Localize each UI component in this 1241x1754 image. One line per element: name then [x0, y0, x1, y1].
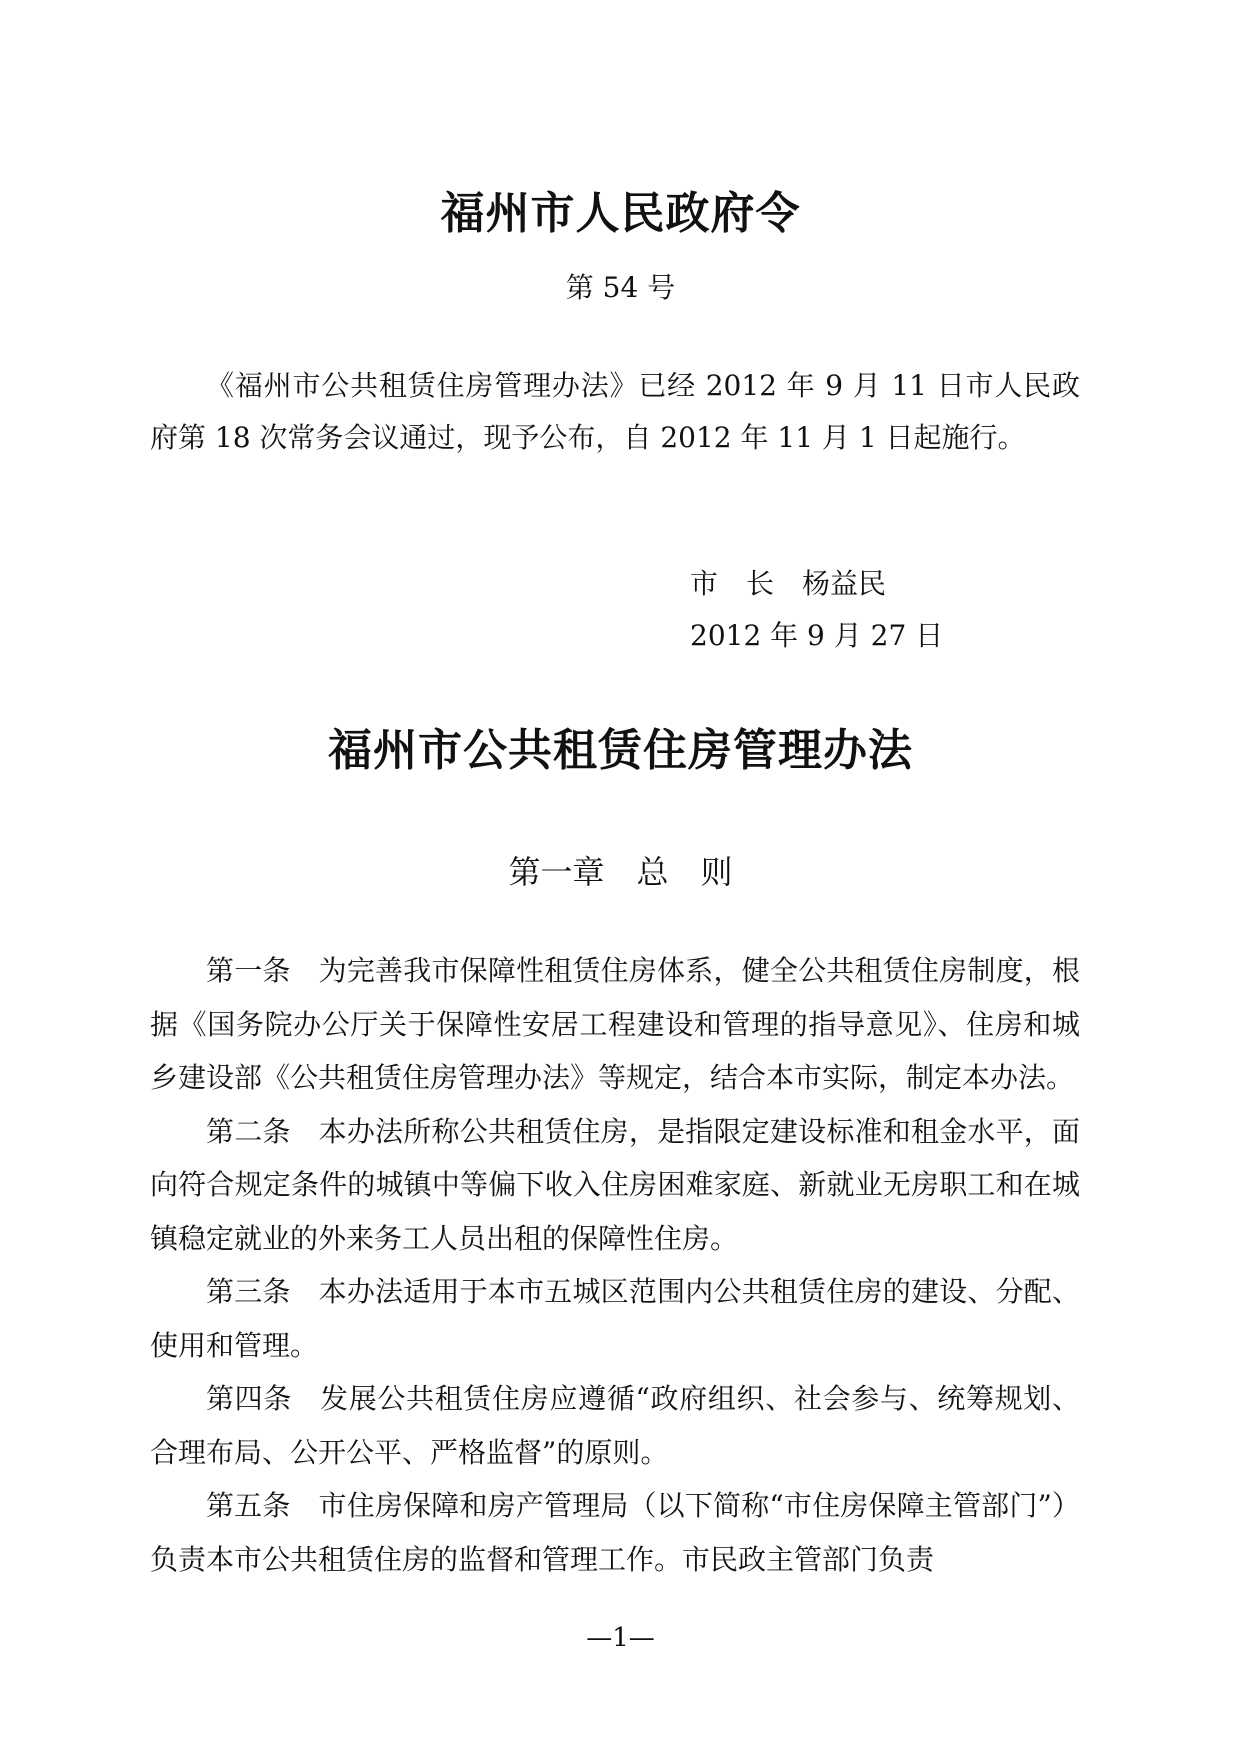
articles-body [150, 944, 1080, 1586]
article-text: 发展公共租赁住房应遵循“政府组织、社会参与、统筹规划、合理布局、公开公平、严格监督”的原则。 [150, 1382, 1080, 1469]
decree-preamble [150, 360, 1080, 464]
article-text: 本办法适用于本市五城区范围内公共租赁住房的建设、分配、使用和管理。 [150, 1275, 1080, 1362]
article-label: 第四条 [206, 1382, 293, 1415]
page-number: —1— [586, 1623, 655, 1653]
chapter-heading: 第一章 总 则 [508, 853, 733, 891]
regulation-title: 福州市公共租赁住房管理办法 [328, 725, 913, 776]
article-paragraph [150, 1372, 1080, 1479]
article-label: 第三条 [206, 1275, 291, 1308]
decree-title: 福州市人民政府令 [440, 188, 801, 239]
article-text: 为完善我市保障性租赁住房体系，健全公共租赁住房制度，根据《国务院办公厅关于保障性安居工程建设和管理的指导意见》、住房和城乡建设部《公共租赁住房管理办法》等规定，结合本市实际，制定本办法。 [150, 954, 1080, 1094]
article-paragraph [150, 1265, 1080, 1372]
signatory-line: 市 长 杨益民 [690, 567, 887, 600]
decree-number: 第 54 号 [565, 271, 676, 304]
article-paragraph [150, 944, 1080, 1105]
article-label: 第二条 [206, 1114, 291, 1148]
article-label: 第五条 [206, 1489, 291, 1522]
article-paragraph [150, 1105, 1080, 1266]
article-paragraph [150, 1479, 1080, 1586]
article-text: 本办法所称公共租赁住房，是指限定建设标准和租金水平，面向符合规定条件的城镇中等偏下收入住房困难家庭、新就业无房职工和在城镇稳定就业的外来务工人员出租的保障性住房。 [150, 1114, 1080, 1255]
article-label: 第一条 [206, 954, 291, 987]
signature-date: 2012 年 9 月 27 日 [690, 619, 944, 652]
signature-block [690, 558, 943, 662]
article-text: 市住房保障和房产管理局（以下简称“市住房保障主管部门”）负责本市公共租赁住房的监督和管理工作。市民政主管部门负责 [150, 1489, 1080, 1576]
preamble-text: 《福州市公共租赁住房管理办法》已经 2012 年 9 月 11 日市人民政府第 18 次常务会议通过，现予公布，自 2012 年 11 月 1 日起施行。 [150, 369, 1080, 454]
